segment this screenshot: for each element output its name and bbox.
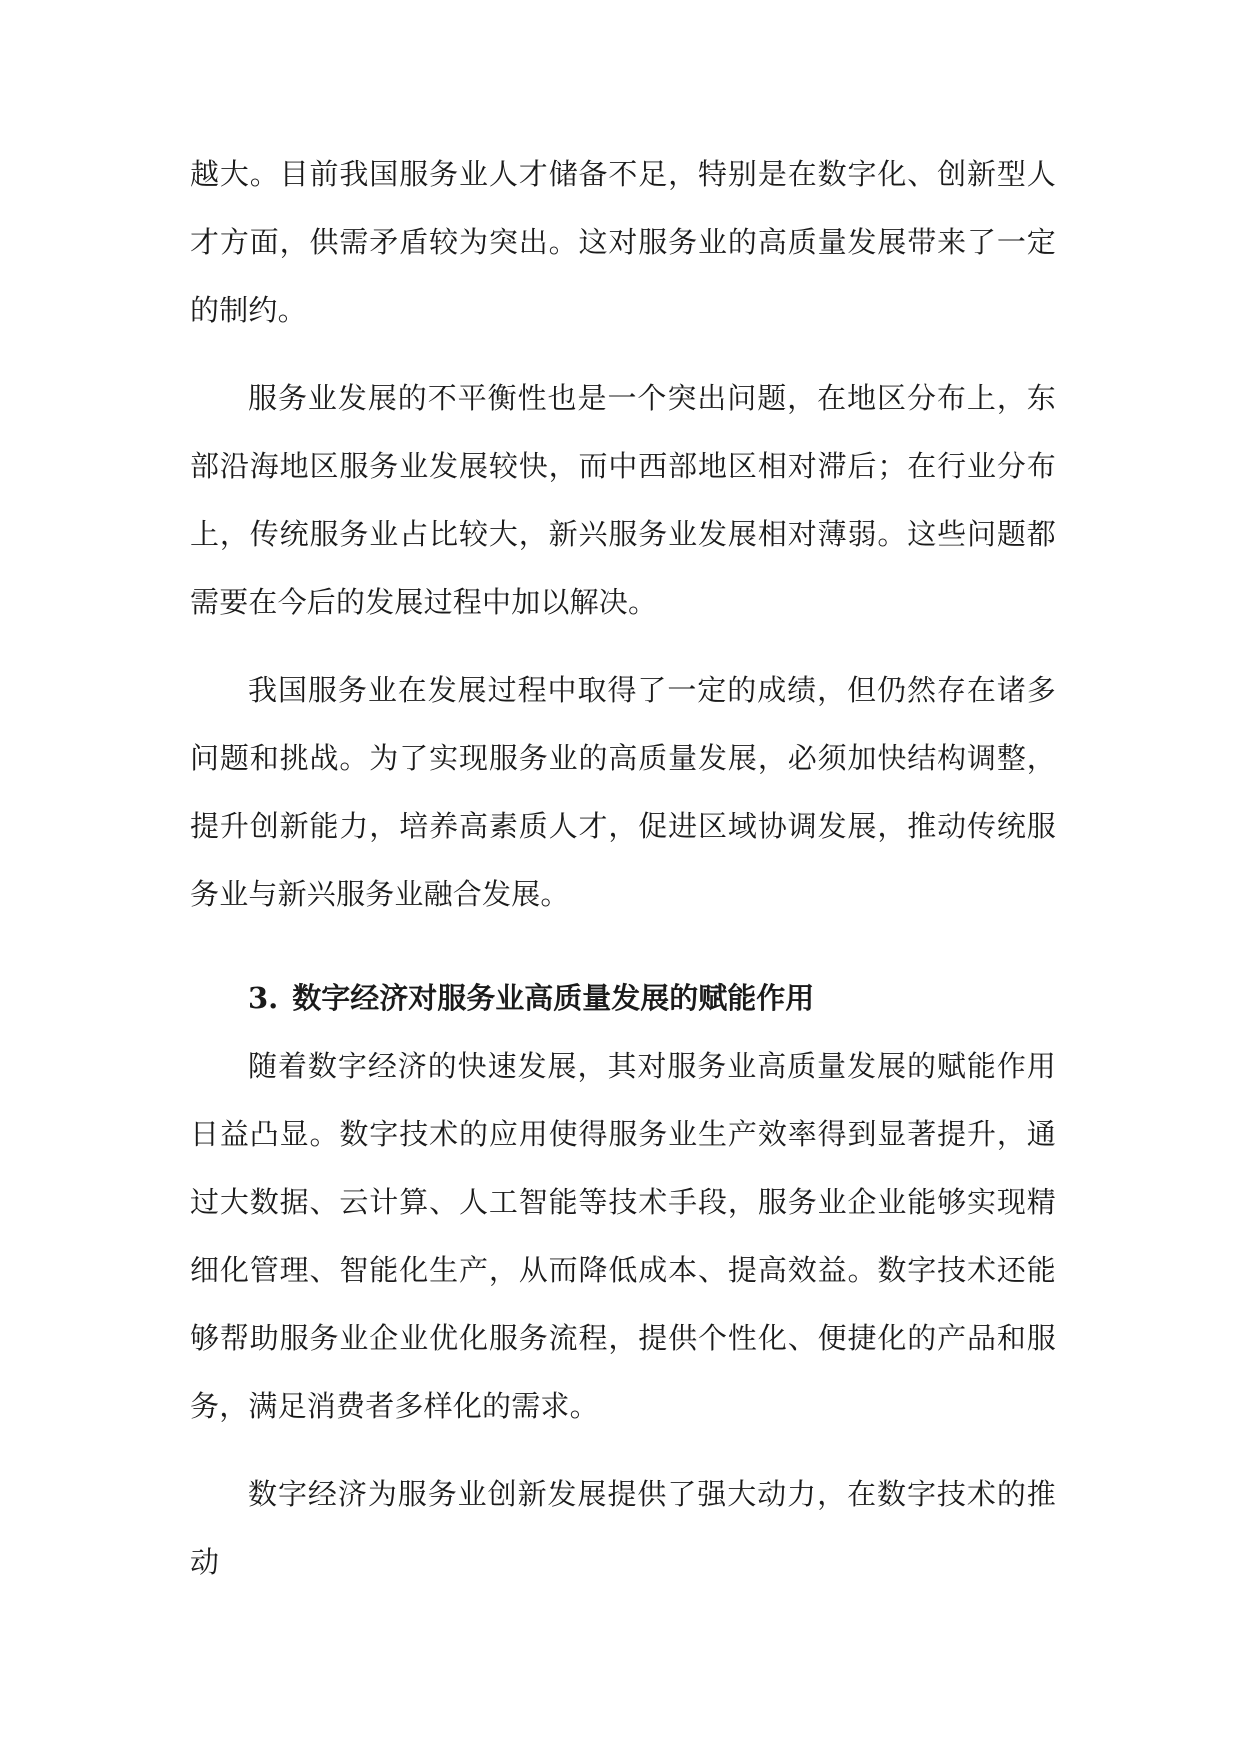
section-title: 数字经济对服务业高质量发展的赋能作用 (292, 981, 815, 1015)
paragraph-imbalance: 服务业发展的不平衡性也是一个突出问题，在地区分布上，东部沿海地区服务业发展较快，而中西部地区相对滞后；在行业分布上，传统服务业占比较大，新兴服务业发展相对薄弱。这些问题都需要在今后的发展过程中加以解决。 (190, 381, 1056, 619)
paragraph-digital-empowerment: 随着数字经济的快速发展，其对服务业高质量发展的赋能作用日益凸显。数字技术的应用使得服务业生产效率得到显著提升，通过大数据、云计算、人工智能等技术手段，服务业企业能够实现精细化管理、智能化生产，从而降低成本、提高效益。数字技术还能够帮助服务业企业优化服务流程，提供个性化、便捷化的产品和服务，满足消费者多样化的需求。 (190, 1049, 1056, 1423)
document-body (190, 140, 1056, 1596)
section-number: 3. (248, 981, 279, 1015)
paragraph-innovation-driver: 数字经济为服务业创新发展提供了强大动力，在数字技术的推动 (190, 1477, 1056, 1579)
paragraph-continuation: 越大。目前我国服务业人才储备不足，特别是在数字化、创新型人才方面，供需矛盾较为突出。这对服务业的高质量发展带来了一定的制约。 (190, 157, 1056, 327)
section-heading (190, 964, 1056, 1032)
paragraph-summary: 我国服务业在发展过程中取得了一定的成绩，但仍然存在诸多问题和挑战。为了实现服务业的高质量发展，必须加快结构调整，提升创新能力，培养高素质人才，促进区域协调发展，推动传统服务业与新兴服务业融合发展。 (190, 673, 1056, 911)
